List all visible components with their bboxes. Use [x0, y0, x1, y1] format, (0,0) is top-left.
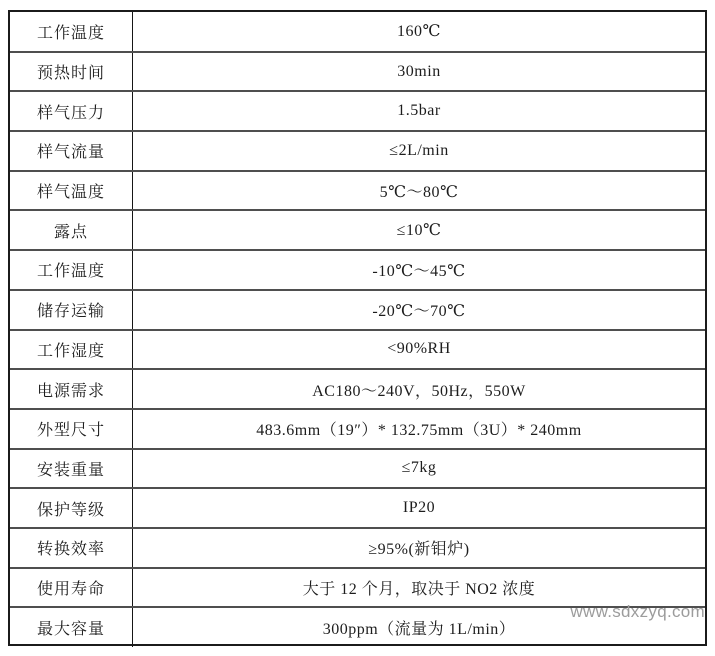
- spec-value: ≥95%(新钼炉): [133, 528, 706, 568]
- table-row: [10, 250, 705, 290]
- spec-label: 转换效率: [10, 528, 133, 568]
- table-row: [10, 330, 705, 370]
- spec-label: 储存运输: [10, 290, 133, 330]
- spec-label: 电源需求: [10, 369, 133, 409]
- spec-label: 安装重量: [10, 449, 133, 489]
- spec-value: 160℃: [397, 23, 441, 41]
- spec-value: 30min: [133, 52, 706, 92]
- spec-value: -20℃～70℃: [133, 290, 706, 330]
- spec-label: 样气流量: [10, 131, 133, 171]
- spec-label: 露点: [10, 210, 133, 250]
- spec-label: 工作温度: [10, 250, 133, 290]
- table-row: [10, 171, 705, 211]
- table-row: [10, 369, 705, 409]
- spec-label: 外型尺寸: [10, 409, 133, 449]
- spec-value: <90%RH: [133, 330, 706, 370]
- spec-value: 300ppm（流量为 1L/min）: [133, 607, 706, 647]
- table-row: [10, 528, 705, 568]
- table-row: [10, 91, 705, 131]
- table-row: [10, 131, 705, 171]
- spec-label: 预热时间: [10, 52, 133, 92]
- spec-label: 工作温度: [10, 12, 133, 52]
- table-row: [10, 52, 705, 92]
- table-row: [10, 409, 705, 449]
- spec-value: 483.6mm（19″）* 132.75mm（3U）* 240mm: [133, 409, 706, 449]
- spec-label: 样气压力: [10, 91, 133, 131]
- spec-table: [10, 12, 705, 647]
- spec-value: ≤7kg: [133, 449, 706, 489]
- spec-value: ≤2L/min: [133, 131, 706, 171]
- table-row: [10, 449, 705, 489]
- spec-value: 5℃～80℃: [133, 171, 706, 211]
- table-row: [10, 290, 705, 330]
- spec-label: 样气温度: [10, 171, 133, 211]
- spec-value: 大于 12 个月，取决于 NO2 浓度: [133, 568, 706, 608]
- spec-value: 1.5bar: [133, 91, 706, 131]
- spec-label: 保护等级: [10, 488, 133, 528]
- spec-value: -10℃～45℃: [133, 250, 706, 290]
- spec-value: AC180～240V，50Hz，550W: [133, 369, 706, 409]
- spec-table-frame: [8, 10, 707, 646]
- spec-label: 使用寿命: [10, 568, 133, 608]
- table-row: [10, 210, 705, 250]
- spec-value: IP20: [133, 488, 706, 528]
- watermark-text: www.sdxzyq.com: [570, 602, 705, 621]
- spec-label: 最大容量: [10, 607, 133, 647]
- table-row: [10, 12, 705, 52]
- spec-value: ≤10℃: [133, 210, 706, 250]
- spec-label: 工作湿度: [10, 330, 133, 370]
- table-row: [10, 488, 705, 528]
